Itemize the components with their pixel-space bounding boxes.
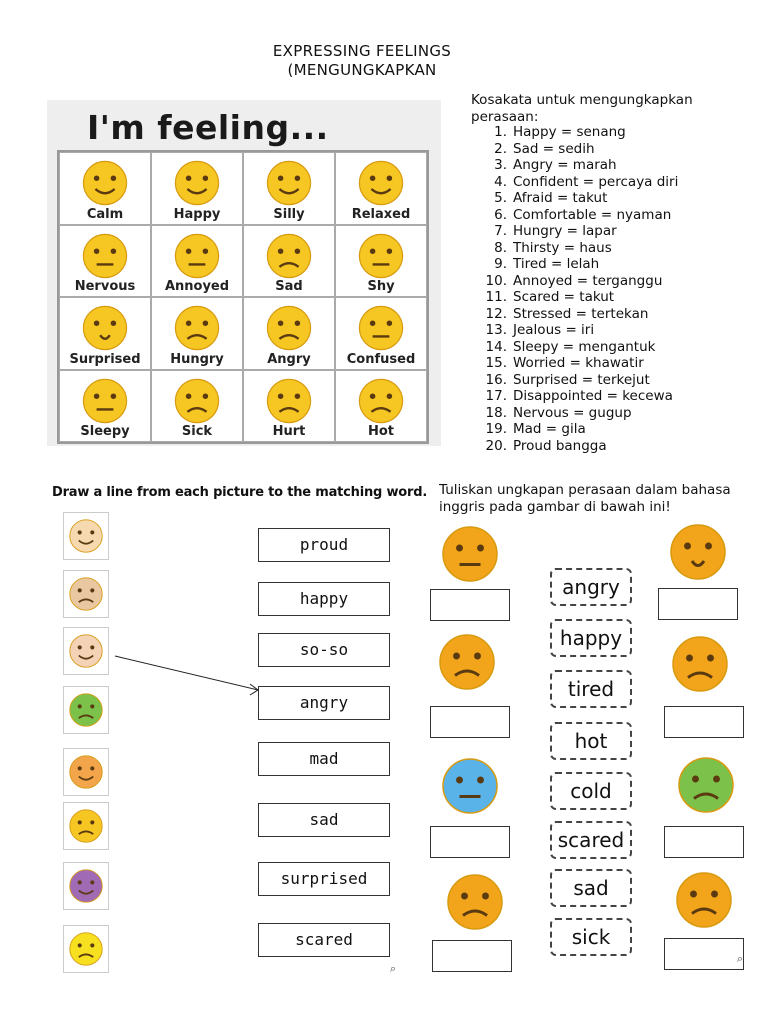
hot-emoji-icon: [357, 377, 405, 425]
character-icon: [68, 754, 104, 790]
feeling-cell: [335, 225, 427, 298]
feeling-cell: [151, 152, 243, 225]
character-icon: [68, 931, 104, 967]
vocab-item: [479, 438, 678, 455]
vocab-text: Worried = khawatir: [513, 355, 644, 371]
answer-box[interactable]: [430, 826, 510, 858]
nervous-emoji-icon: [81, 232, 129, 280]
match-word-box[interactable]: so-so: [258, 633, 390, 667]
calm-emoji-icon: [81, 159, 129, 207]
vocab-text: Proud bangga: [513, 437, 607, 454]
feeling-cell: [59, 152, 151, 225]
vocab-text: Angry = marah: [513, 157, 617, 173]
emoji-face-icon: [668, 522, 728, 582]
vocab-number: 3.: [494, 157, 507, 173]
feeling-label: Relaxed: [351, 206, 411, 222]
feelings-poster: [47, 100, 441, 446]
vocab-number: 8.: [494, 239, 507, 256]
emoji-face-icon: [440, 524, 500, 584]
vocab-text: Annoyed = terganggu: [513, 272, 663, 289]
annoyed-emoji-icon: [173, 232, 221, 280]
match-word-box[interactable]: surprised: [258, 862, 390, 896]
shy-emoji-icon: [357, 232, 405, 280]
surprised-emoji-icon: [81, 304, 129, 352]
vocab-text: Stressed = tertekan: [513, 305, 649, 322]
feeling-cell: [151, 225, 243, 298]
emoji-face-icon: [670, 634, 730, 694]
character-picture[interactable]: [63, 627, 109, 675]
vocab-text: Hungry = lapar: [513, 223, 617, 239]
angry-emoji-icon: [265, 304, 313, 352]
vocab-number: 16.: [485, 371, 507, 388]
feeling-label: Hot: [367, 424, 395, 439]
vocab-number: 15.: [485, 355, 507, 371]
zoom-icon[interactable]: ⌕: [389, 962, 397, 975]
feeling-cell: [243, 225, 335, 298]
poster-heading: I'm feeling...: [87, 108, 329, 147]
match-word-box[interactable]: proud: [258, 528, 390, 562]
word-bank-item: tired: [550, 670, 632, 708]
feeling-cell: [335, 152, 427, 225]
feeling-label: Sleepy: [80, 424, 130, 439]
vocab-number: 2.: [494, 140, 507, 157]
vocab-item: [479, 273, 678, 290]
feeling-label: Happy: [173, 206, 221, 222]
vocab-item: [479, 355, 678, 372]
word-bank-item: sick: [550, 918, 632, 956]
answer-box[interactable]: [664, 826, 744, 858]
feeling-cell: [151, 297, 243, 370]
hungry-emoji-icon: [173, 304, 221, 352]
feeling-label: Confused: [346, 351, 416, 367]
feeling-label: Sad: [275, 279, 303, 294]
feeling-label: Silly: [273, 206, 305, 222]
vocab-text: Thirsty = haus: [513, 239, 612, 256]
vocab-number: 18.: [485, 404, 507, 421]
sick-emoji-icon: [173, 377, 221, 425]
match-word-box[interactable]: happy: [258, 582, 390, 616]
feeling-cell: [59, 370, 151, 443]
word-bank-item: hot: [550, 722, 632, 760]
answer-box[interactable]: [664, 706, 744, 738]
vocab-number: 19.: [485, 421, 507, 437]
vocab-number: 9.: [494, 256, 507, 272]
vocab-text: Jealous = iri: [513, 322, 595, 338]
match-word-box[interactable]: mad: [258, 742, 390, 776]
vocab-item: [479, 207, 678, 224]
character-picture[interactable]: [63, 686, 109, 734]
vocab-text: Sad = sedih: [513, 140, 595, 157]
feeling-cell: [243, 370, 335, 443]
vocab-item: [479, 339, 678, 356]
character-picture[interactable]: [63, 925, 109, 973]
title-line-1: EXPRESSING FEELINGS: [272, 42, 452, 60]
vocab-number: 17.: [485, 388, 507, 404]
vocab-number: 1.: [494, 124, 507, 140]
vocab-text: Happy = senang: [513, 124, 626, 140]
feeling-cell: [243, 152, 335, 225]
character-icon: [68, 808, 104, 844]
relaxed-emoji-icon: [357, 159, 405, 207]
word-bank-item: scared: [550, 821, 632, 859]
vocab-item: [479, 174, 678, 191]
match-word-box[interactable]: angry: [258, 686, 390, 720]
character-icon: [68, 868, 104, 904]
vocab-item: [479, 372, 678, 389]
happy-emoji-icon: [173, 159, 221, 207]
character-picture[interactable]: [63, 570, 109, 618]
feeling-cell: [243, 297, 335, 370]
answer-box[interactable]: [658, 588, 738, 620]
page-title: [0, 42, 724, 80]
character-picture[interactable]: [63, 862, 109, 910]
vocab-number: 6.: [494, 206, 507, 223]
vocab-text: Confident = percaya diri: [513, 173, 679, 190]
character-icon: [68, 576, 104, 612]
character-icon: [68, 518, 104, 554]
vocab-text: Tired = lelah: [513, 256, 600, 272]
vocab-text: Disappointed = kecewa: [513, 388, 673, 404]
vocab-number: 13.: [485, 322, 507, 338]
feeling-label: Nervous: [74, 279, 136, 294]
feeling-label: Shy: [367, 279, 395, 294]
vocab-number: 10.: [485, 272, 507, 289]
feeling-cell: [335, 370, 427, 443]
vocab-item: [479, 421, 678, 438]
title-line-2: (MENGUNGKAPKAN: [287, 61, 437, 79]
character-icon: [68, 692, 104, 728]
word-bank-item: sad: [550, 869, 632, 907]
vocab-text: Scared = takut: [513, 289, 615, 305]
feeling-cell: [59, 297, 151, 370]
feelings-grid: [57, 150, 429, 444]
character-icon: [68, 633, 104, 669]
writing-instruction: Tuliskan ungkapan perasaan dalam bahasa inggris pada gambar di bawah ini!: [439, 482, 731, 515]
vocab-number: 7.: [494, 223, 507, 239]
sad-emoji-icon: [265, 232, 313, 280]
vocab-title: Kosakata untuk mengungkapkan perasaan:: [471, 92, 693, 125]
vocab-item: [479, 388, 678, 405]
feeling-cell: [335, 297, 427, 370]
zoom-icon[interactable]: ⌕: [736, 952, 744, 965]
match-word-box[interactable]: sad: [258, 803, 390, 837]
vocab-item: [479, 157, 678, 174]
vocab-text: Afraid = takut: [513, 190, 608, 206]
emoji-face-icon: [674, 870, 734, 930]
character-picture[interactable]: [63, 512, 109, 560]
emoji-face-icon: [676, 755, 736, 815]
vocab-item: [479, 124, 678, 141]
vocab-number: 12.: [485, 305, 507, 322]
answer-box[interactable]: [430, 589, 510, 621]
vocab-item: [479, 322, 678, 339]
answer-box[interactable]: [432, 940, 512, 972]
vocab-text: Nervous = gugup: [513, 404, 632, 421]
vocab-number: 11.: [485, 289, 507, 305]
vocab-list: [479, 124, 678, 454]
vocab-text: Sleepy = mengantuk: [513, 338, 656, 355]
vocab-number: 14.: [485, 338, 507, 355]
feeling-cell: [59, 225, 151, 298]
vocab-item: [479, 405, 678, 422]
feeling-label: Hungry: [170, 351, 224, 367]
feeling-cell: [151, 370, 243, 443]
feeling-label: Angry: [267, 351, 311, 367]
feeling-label: Hurt: [272, 424, 306, 439]
vocab-item: [479, 256, 678, 273]
word-bank-item: happy: [550, 619, 632, 657]
sleepy-emoji-icon: [81, 377, 129, 425]
answer-box[interactable]: [664, 938, 744, 970]
vocab-text: Surprised = terkejut: [513, 371, 650, 388]
vocab-item: [479, 240, 678, 257]
character-picture[interactable]: [63, 748, 109, 796]
vocab-number: 4.: [494, 173, 507, 190]
vocab-number: 5.: [494, 190, 507, 206]
emoji-face-icon: [437, 632, 497, 692]
matching-instruction: Draw a line from each picture to the matching word.: [52, 485, 428, 500]
vocab-item: [479, 306, 678, 323]
vocab-text: Mad = gila: [513, 421, 586, 437]
match-word-box[interactable]: scared: [258, 923, 390, 957]
hurt-emoji-icon: [265, 377, 313, 425]
vocab-item: [479, 289, 678, 306]
character-picture[interactable]: [63, 802, 109, 850]
vocab-number: 20.: [485, 437, 507, 454]
word-bank-item: cold: [550, 772, 632, 810]
emoji-face-icon: [440, 756, 500, 816]
vocab-text: Comfortable = nyaman: [513, 206, 672, 223]
vocab-item: [479, 223, 678, 240]
feeling-label: Annoyed: [164, 279, 230, 294]
word-bank-item: angry: [550, 568, 632, 606]
vocab-item: [479, 190, 678, 207]
feeling-label: Calm: [86, 206, 124, 222]
answer-box[interactable]: [430, 706, 510, 738]
emoji-face-icon: [445, 872, 505, 932]
silly-emoji-icon: [265, 159, 313, 207]
feeling-label: Surprised: [69, 351, 141, 367]
vocab-item: [479, 141, 678, 158]
confused-emoji-icon: [357, 304, 405, 352]
feeling-label: Sick: [181, 424, 213, 439]
